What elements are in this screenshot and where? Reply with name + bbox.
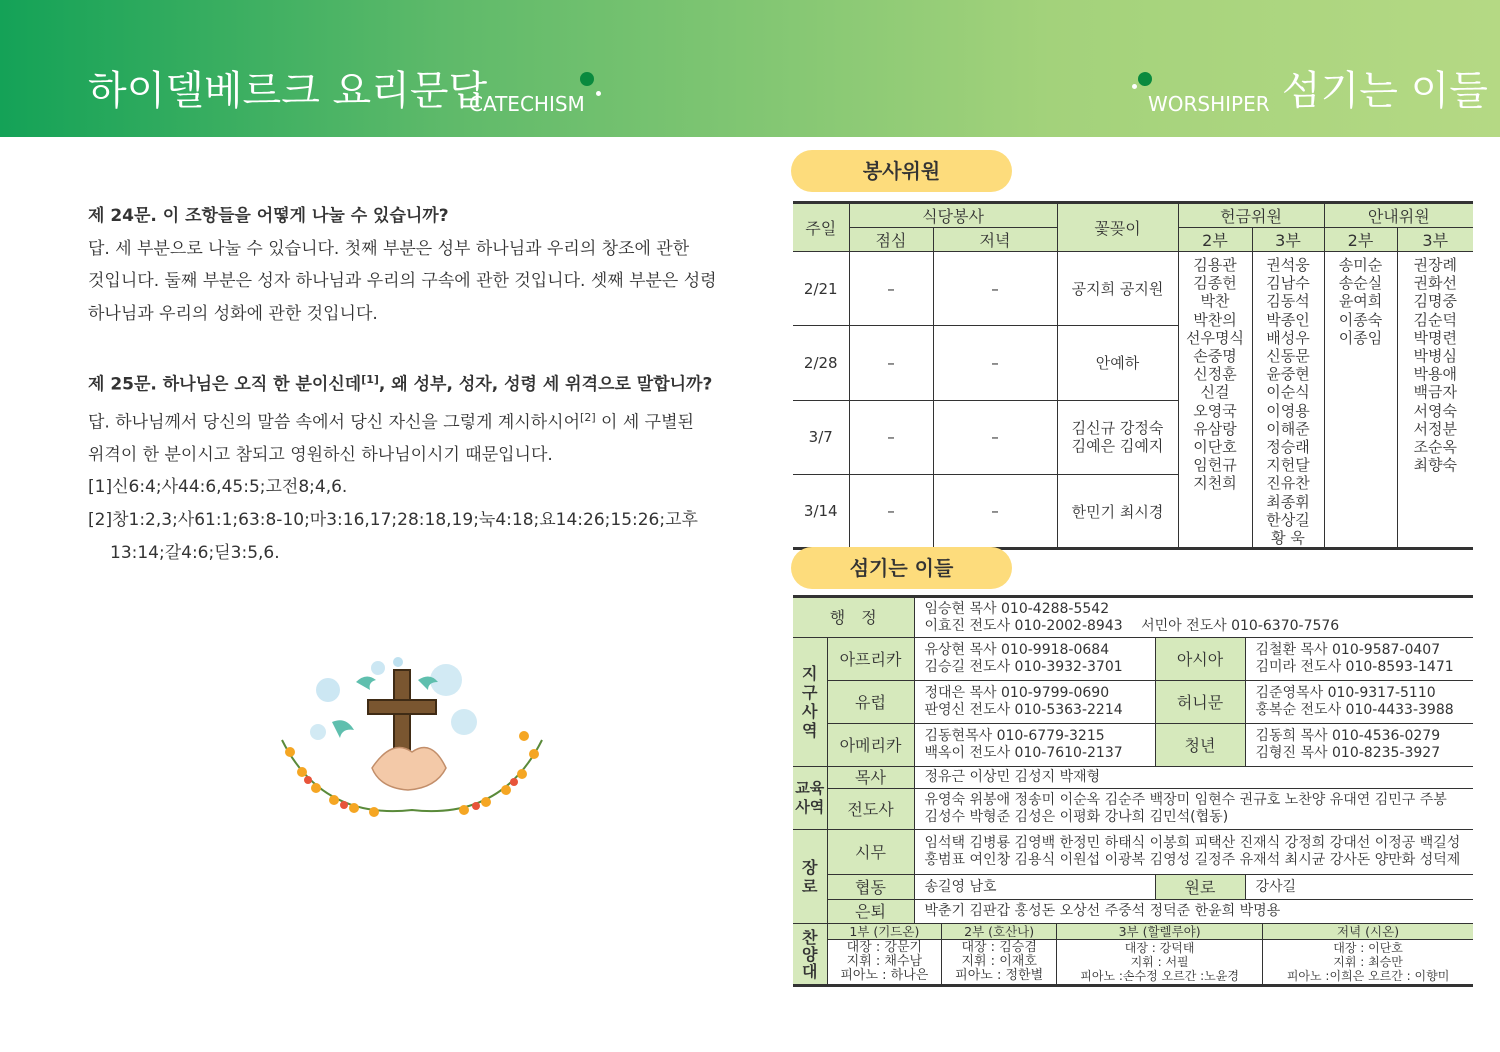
retired-elder-label: 은퇴 [827, 900, 914, 924]
workers-table [793, 595, 1473, 987]
decor-dot-icon [1132, 84, 1137, 89]
dinner-cell: – [933, 252, 1057, 326]
evangelist-label: 전도사 [827, 789, 914, 830]
guide-3-names: 권장례 권화선 김명중 김순덕 박명련 박병심 박용애 백금자 서영숙 서정분 조순옥 최향숙 [1397, 252, 1473, 549]
decor-dot-icon [580, 72, 594, 86]
date-cell: 2/21 [793, 252, 849, 326]
active-elder-label: 시무 [827, 830, 914, 875]
pastor-label: 목사 [827, 767, 914, 789]
guide-2-names: 송미순 송순실 윤여희 이종숙 이종임 [1324, 252, 1397, 549]
decor-dot-icon [596, 91, 601, 96]
district-contacts: 김동희 목사 010-4536-0279 김형진 목사 010-8235-3927 [1245, 724, 1473, 767]
table-row [793, 924, 1473, 986]
lunch-cell: – [849, 326, 933, 400]
guide-header: 안내위원 [1324, 203, 1473, 228]
flower-header: 꽃꽂이 [1057, 203, 1178, 252]
district-category: 지 구 사 역 [793, 638, 827, 767]
associate-elder-label: 협동 [827, 875, 914, 900]
service-committee-table [793, 201, 1473, 550]
service-committee-heading: 봉사위원 [791, 150, 1012, 192]
table-row [793, 681, 1473, 724]
choir-header: 3부 (할렐루야) [1057, 924, 1263, 940]
retired-elder-names: 박춘기 김판갑 홍성돈 오상선 주중석 정덕준 한윤희 박명용 [914, 900, 1473, 924]
choir-cell [827, 924, 1473, 986]
emeritus-elder-label: 원로 [1155, 875, 1245, 900]
table-row [793, 597, 1473, 638]
catechism-text [88, 200, 748, 569]
lunch-header: 점심 [849, 228, 933, 252]
date-cell: 3/14 [793, 474, 849, 548]
table-row [793, 789, 1473, 830]
choir-members: 대장 : 이단호 지휘 : 최승만 피아노 :이희은 오르간 : 이향미 [1263, 940, 1473, 985]
decor-dot-icon [1138, 72, 1152, 86]
week-header: 주일 [793, 203, 849, 252]
guide-3-header: 3부 [1397, 228, 1473, 252]
table-row [793, 875, 1473, 900]
dinner-cell: – [933, 326, 1057, 400]
header-banner [0, 0, 1500, 137]
lunch-cell: – [849, 474, 933, 548]
lunch-cell: – [849, 252, 933, 326]
district-contacts: 김철환 목사 010-9587-0407 김미라 전도사 010-8593-1471 [1245, 638, 1473, 681]
workers-heading: 섬기는 이들 [791, 547, 1012, 589]
active-elder-names: 임석택 김병룡 김영백 한정민 하태식 이봉희 피택산 진재식 강정희 강대선 이정공 백길성 홍범표 여인창 김용식 이원섭 이광복 김영성 길정주 유재석 최시균 강사돈 양만화 성덕제 [914, 830, 1473, 875]
flower-cell: 김신규 강정숙 김예은 김예지 [1057, 400, 1178, 474]
catechism-title: 하이델베르크 요리문답 [88, 68, 488, 114]
answer-25-line: 답. 하나님께서 당신의 말씀 속에서 당신 자신을 그렇게 계시하시어[2] 이 세 구별된 [88, 410, 694, 433]
offering-header: 헌금위원 [1178, 203, 1324, 228]
table-row [793, 900, 1473, 924]
dinner-cell: – [933, 400, 1057, 474]
answer-24-line: 답. 세 부분으로 나눌 수 있습니다. 첫째 부분은 성부 하나님과 우리의 창조에 관한 [88, 238, 690, 259]
district-label: 유럽 [827, 681, 914, 724]
flower-cell: 공지희 공지원 [1057, 252, 1178, 326]
choir-members: 대장 : 강덕태 지휘 : 서필 피아노 :손수정 오르간 :노윤경 [1057, 940, 1263, 985]
offering-3-names: 권석웅 김남수 김동석 박종인 배성우 신동문 윤중현 이순식 이영용 이해준 정승래 지헌달 진유찬 최종휘 한상길 황 욱 [1252, 252, 1324, 549]
guide-2-header: 2부 [1324, 228, 1397, 252]
elder-category: 장 로 [793, 830, 827, 924]
answer-24-line: 하나님과 우리의 성화에 관한 것입니다. [88, 303, 378, 324]
catechism-subtitle: CATECHISM [469, 92, 585, 116]
question-24: 제 24문. 이 조항들을 어떻게 나눌 수 있습니까? [88, 206, 449, 226]
table-row [793, 638, 1473, 681]
choir-header: 저녁 (시온) [1263, 924, 1473, 940]
question-25: 제 25문. 하나님은 오직 한 분이신데[1], 왜 성부, 성자, 성령 세 위격으로 말합니까? [88, 373, 713, 396]
choir-header: 2부 (호산나) [942, 924, 1057, 940]
district-label: 허니문 [1155, 681, 1245, 724]
flower-cell: 한민기 최시경 [1057, 474, 1178, 548]
education-category: 교육 사역 [793, 767, 827, 830]
lunch-cell: – [849, 400, 933, 474]
admin-label: 행 정 [793, 597, 914, 638]
district-label: 아메리카 [827, 724, 914, 767]
district-contacts: 유상현 목사 010-9918-0684 김승길 전도사 010-3932-3701 [914, 638, 1155, 681]
choir-category: 찬 양 대 [793, 924, 827, 986]
choir-members: 대장 : 김승겸 지휘 : 이재호 피아노 : 정한별 [942, 940, 1057, 985]
worshiper-subtitle: WORSHIPER [1148, 92, 1270, 116]
dinner-cell: – [933, 474, 1057, 548]
reference-2: [2]창1:2,3;사61:1;63:8-10;마3:16,17;28:18,19;눅4:18;요14:26;15:26;고후 [88, 510, 698, 531]
choir-table [828, 924, 1474, 984]
cafeteria-header: 식당봉사 [849, 203, 1057, 228]
district-label: 청년 [1155, 724, 1245, 767]
answer-24-line: 것입니다. 둘째 부분은 성자 하나님과 우리의 구속에 관한 것입니다. 셋째 부분은 성령 [88, 271, 717, 292]
district-label: 아프리카 [827, 638, 914, 681]
district-contacts: 정대은 목사 010-9799-0690 판영신 전도사 010-5363-2214 [914, 681, 1155, 724]
district-contacts: 김동현목사 010-6779-3215 백옥이 전도사 010-7610-2137 [914, 724, 1155, 767]
reference-1: [1]신6:4;사44:6,45:5;고전8;4,6. [88, 477, 348, 498]
district-contacts: 김준영목사 010-9317-5110 홍복순 전도사 010-4433-3988 [1245, 681, 1473, 724]
reference-2-cont: 13:14;갈4:6;딛3:5,6. [110, 542, 280, 563]
flower-cell: 안예하 [1057, 326, 1178, 400]
dinner-header: 저녁 [933, 228, 1057, 252]
cross-illustration [268, 650, 556, 830]
date-cell: 2/28 [793, 326, 849, 400]
worshiper-title: 섬기는 이들 [1282, 68, 1488, 114]
evangelist-names: 유영숙 위봉애 정송미 이순옥 김순주 백장미 임현수 권규호 노찬양 유대연 김민구 주봉 김성수 박형준 김성은 이평화 강나희 김민석(협동) [914, 789, 1473, 830]
admin-contacts: 임승현 목사 010-4288-5542 이효진 전도사 010-2002-8943 서민아 전도사 010-6370-7576 [914, 597, 1473, 638]
emeritus-elder-names: 강사길 [1245, 875, 1473, 900]
answer-25-line: 위격이 한 분이시고 참되고 영원하신 하나님이시기 때문입니다. [88, 444, 553, 465]
table-row [793, 724, 1473, 767]
table-row [793, 252, 1473, 326]
associate-elder-names: 송길영 남호 [914, 875, 1155, 900]
pastor-names: 정유근 이상민 김성지 박재형 [914, 767, 1473, 789]
table-row [793, 767, 1473, 789]
offering-3-header: 3부 [1252, 228, 1324, 252]
choir-members: 대장 : 강문기 지휘 : 채수남 피아노 : 하나은 [828, 940, 942, 985]
table-row [793, 830, 1473, 875]
date-cell: 3/7 [793, 400, 849, 474]
offering-2-header: 2부 [1178, 228, 1252, 252]
choir-header: 1부 (기드온) [828, 924, 942, 940]
offering-2-names: 김용관 김종헌 박찬 박찬의 선우명식 손중명 신정훈 신걸 오영국 유삼랑 이단호 임헌규 지천희 [1178, 252, 1252, 549]
district-label: 아시아 [1155, 638, 1245, 681]
